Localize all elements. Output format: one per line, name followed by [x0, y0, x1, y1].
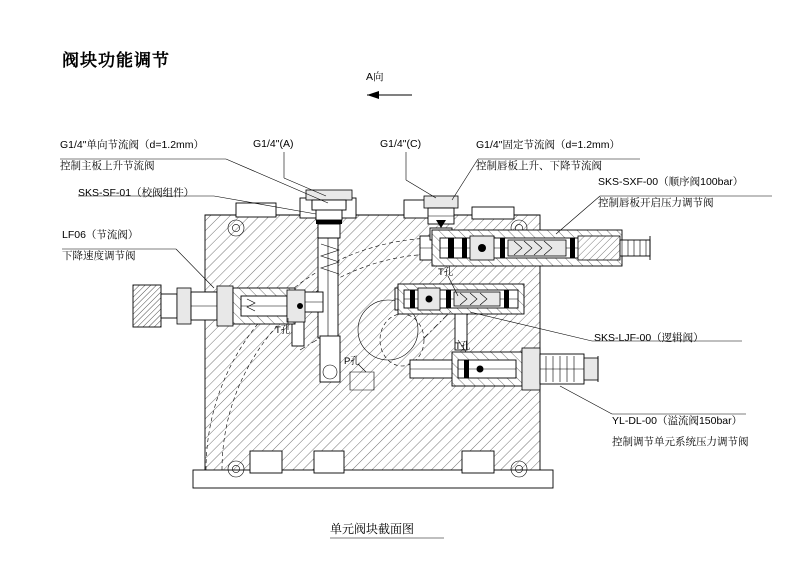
label-lf06-throttle-line2: 下降速度调节阀 [62, 250, 136, 262]
label-yl-dl-00-line1: YL-DL-00（溢流阀150bar） [612, 415, 743, 427]
view-direction-marker [367, 91, 412, 99]
label-t-hole-3: T孔 [455, 341, 471, 352]
label-fixed-throttle-valve-line1: G1/4"固定节流阀（d=1.2mm） [476, 139, 621, 151]
lf06-throttle-valve-assembly [133, 285, 305, 327]
label-t-hole-1: T孔 [275, 325, 291, 336]
label-t-hole-2: T孔 [438, 267, 454, 278]
sks-ljf-00-logic-valve [398, 284, 524, 314]
figure-caption: 单元阀块截面图 [330, 522, 415, 536]
label-fixed-throttle-valve-line2: 控制唇板上升、下降节流阀 [476, 160, 602, 172]
label-sks-sf-01: SKS-SF-01（校阀组件） [78, 187, 195, 199]
label-port-g14-c: G1/4"(C) [380, 138, 422, 150]
label-check-throttle-valve-line2: 控制主板上升节流阀 [60, 160, 155, 172]
label-check-throttle-valve-line1: G1/4"单向节流阀（d=1.2mm） [60, 139, 205, 151]
view-direction-label: A向 [366, 71, 384, 83]
page-title: 阀块功能调节 [62, 51, 170, 70]
label-port-g14-a: G1/4"(A) [253, 138, 294, 150]
label-yl-dl-00-line2: 控制调节单元系统压力调节阀 [612, 436, 749, 448]
sks-sxf-00-sequence-valve [432, 230, 650, 266]
label-p-hole: P孔 [344, 356, 360, 367]
yl-dl-00-relief-valve [452, 348, 598, 390]
label-sks-ljf-00: SKS-LJF-00（逻辑阀） [594, 332, 704, 344]
label-sks-sxf-00-line2: 控制唇板开启压力调节阀 [598, 197, 714, 209]
label-lf06-throttle-line1: LF06（节流阀） [62, 229, 139, 241]
sks-sf-01-cartridge [306, 190, 352, 210]
label-sks-sxf-00-line1: SKS-SXF-00（顺序阀100bar） [598, 176, 744, 188]
